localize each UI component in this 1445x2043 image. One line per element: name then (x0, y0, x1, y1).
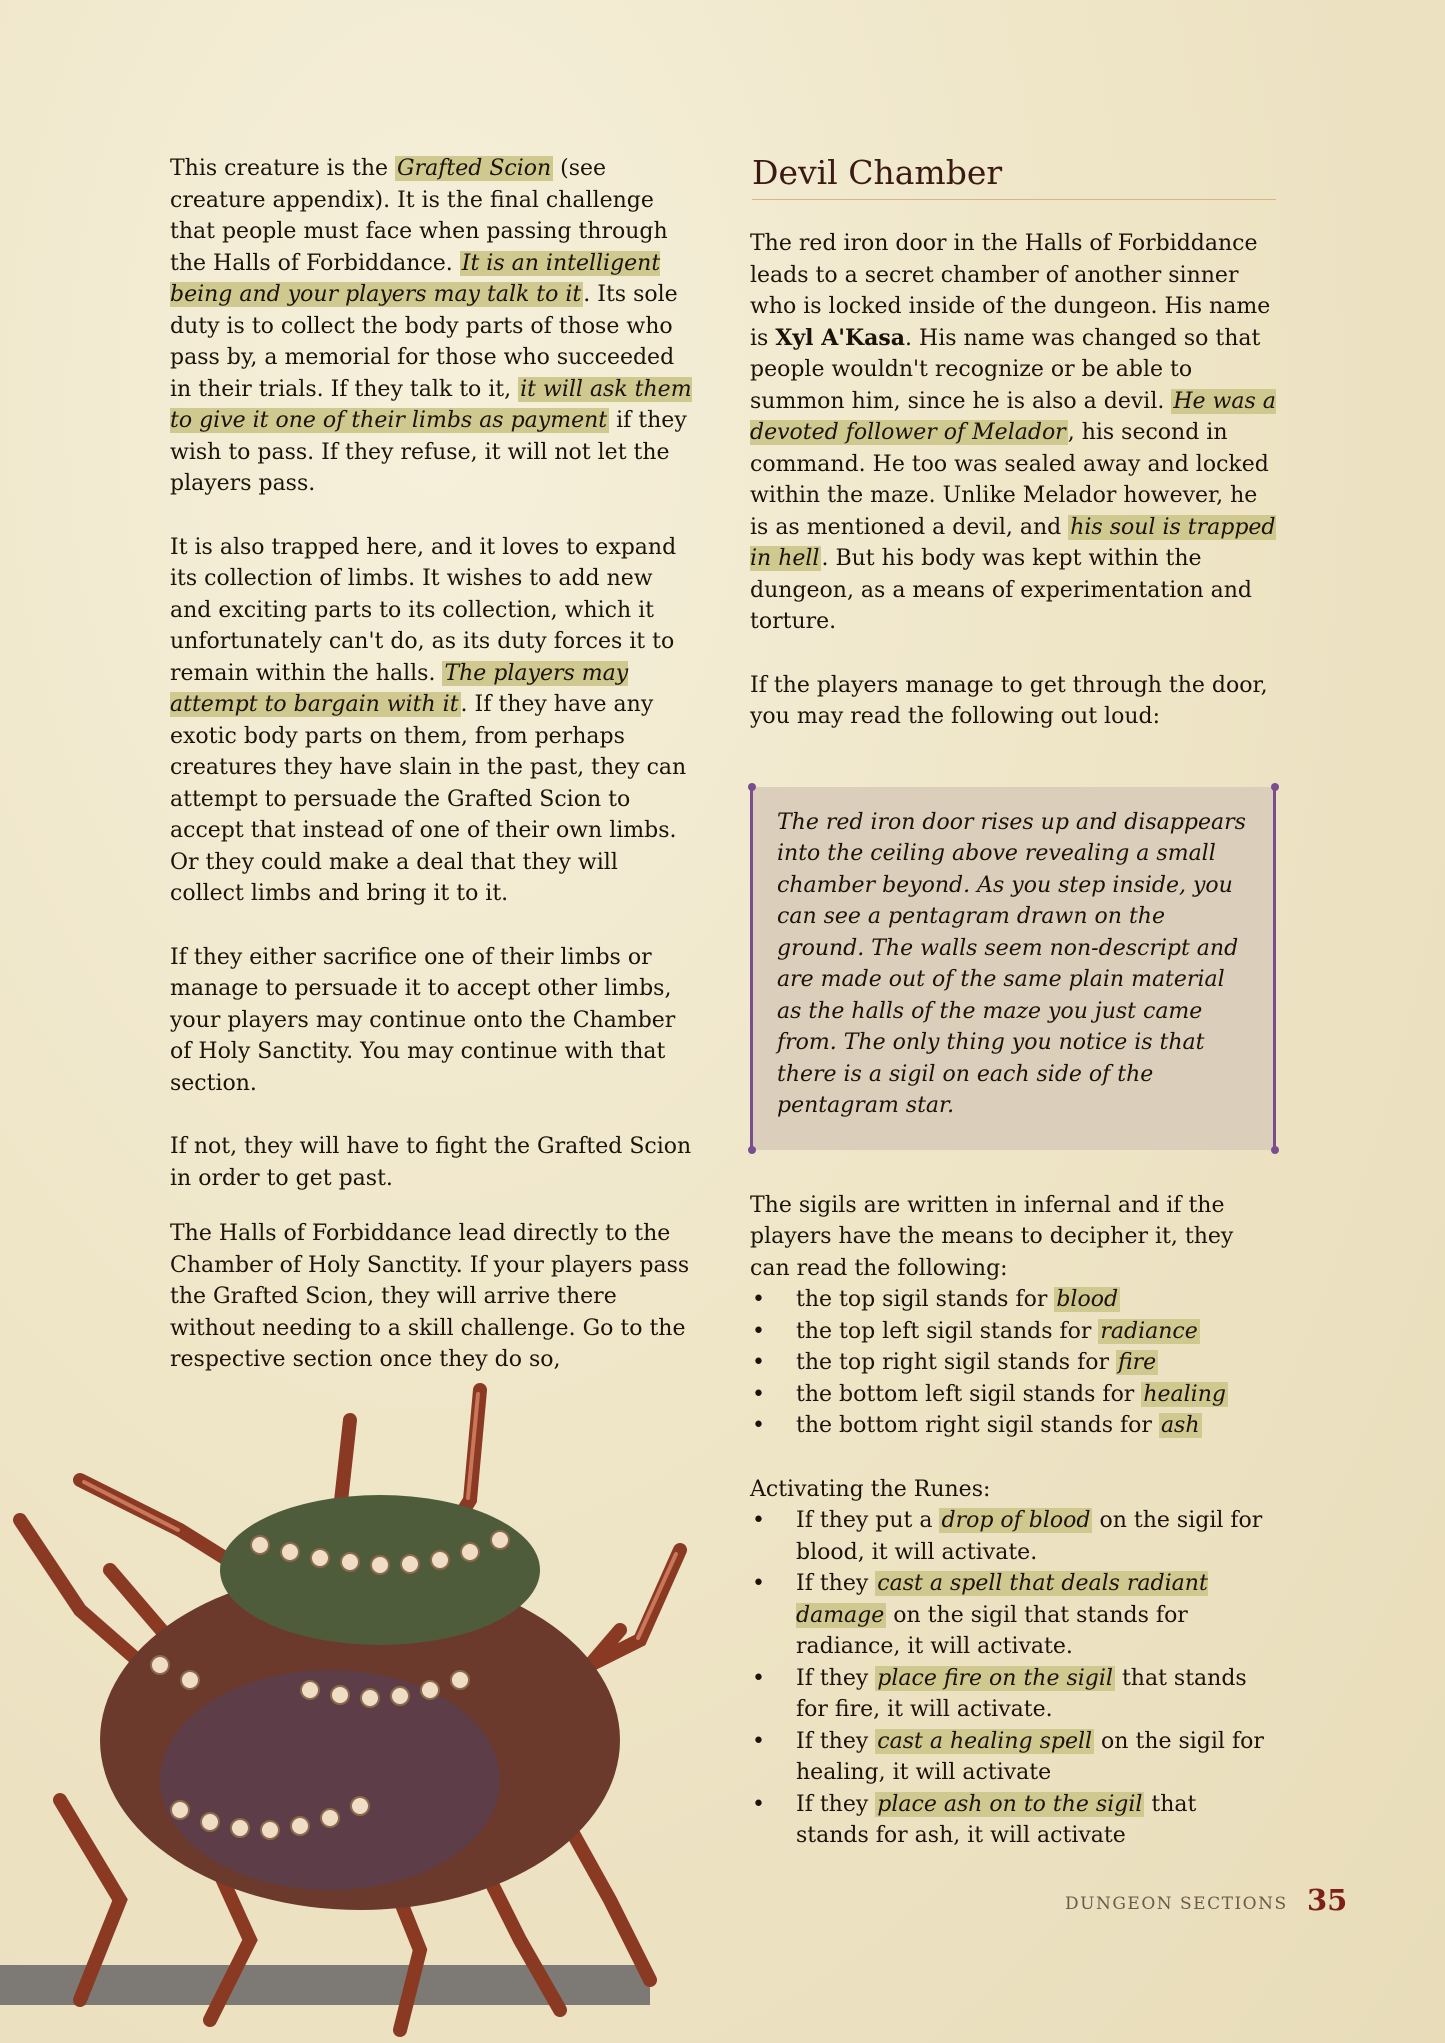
list-item (750, 1410, 1276, 1442)
text-run: the bottom left sigil stands for (796, 1381, 1142, 1407)
corner-dot (748, 783, 756, 791)
highlight-action: cast a spell that deals radiant damage (796, 1571, 1208, 1628)
highlight-sigil-word: blood (1056, 1287, 1119, 1312)
text-run: The red iron door in the Halls of Forbiddance leads to a secret chamber of another sinner who is locked inside of the dungeon. His name is (750, 231, 1271, 351)
text-run: If they (796, 1571, 876, 1596)
text-run: (see creature appendix). It is the final challenge that people must face when passing through the Halls of Forbiddance. (170, 156, 668, 276)
paragraph-halls-lead: The Halls of Forbiddance lead directly to the Chamber of Holy Sanctity. If your players pass the Grafted Scion, they will arrive there without needing to a skill challenge. Go to the respective section once they do so, (170, 1221, 690, 1372)
list-item (750, 1505, 1276, 1568)
text-run: on the sigil for blood, it will activate. (796, 1508, 1263, 1565)
corner-dot (1271, 783, 1279, 791)
text-run: If they put a (796, 1508, 940, 1533)
highlight-sigil-word: ash (1160, 1413, 1200, 1438)
highlight-soul-trapped: his soul is trapped in hell (750, 514, 1276, 571)
text-run: If they (796, 1728, 876, 1754)
sigil-list (750, 1284, 1276, 1442)
list-item (750, 1789, 1276, 1852)
highlight-action: drop of blood (941, 1508, 1091, 1533)
text-run: on the sigil that stands for radiance, it will activate. (796, 1602, 1188, 1659)
list-item (750, 1663, 1276, 1726)
text-run: . If they have any exotic body parts on them, from perhaps creatures they have slain in the past, they can attempt to persuade the Grafted Scion to accept that instead of one of their own limbs. Or they could make a deal that they will collect limbs and bring it to it. (170, 692, 687, 906)
text-run: This creature is the (170, 156, 396, 181)
text-run: that stands for ash, it will activate (796, 1791, 1197, 1848)
text-run: . His name was changed so that people wouldn't recognize or be able to summon him, since he is also a devil. (750, 325, 1261, 414)
highlight-action: place fire on the sigil (877, 1665, 1113, 1691)
list-item (750, 1284, 1276, 1316)
list-item (750, 1316, 1276, 1348)
left-column (170, 153, 696, 1408)
paragraph-sigils-intro: The sigils are written in infernal and if the players have the means to decipher it, they can read the following: (750, 1192, 1234, 1281)
lower-body (160, 1670, 500, 1890)
list-item (750, 1726, 1276, 1789)
highlight-action: cast a healing spell (877, 1728, 1093, 1754)
section-heading-devil-chamber: Devil Chamber (752, 153, 1276, 200)
runes-label: Activating the Runes: (750, 1476, 991, 1502)
grafted-scion-illustration (0, 1380, 740, 2043)
text-run: . But his body was kept within the dungeon, as a means of experimentation and torture. (750, 546, 1253, 634)
highlight-grafted-scion: Grafted Scion (397, 156, 552, 181)
text-run: , his second in command. He too was sealed away and locked within the maze. Unlike Melador however, he is as mentioned a devil, and (750, 420, 1269, 540)
corner-dot (1271, 1146, 1279, 1154)
highlight-follower: He was a devoted follower of Melador (750, 388, 1276, 445)
text-run: the top left sigil stands for (796, 1318, 1099, 1344)
text-run: if they wish to pass. If they refuse, it will not let the players pass. (170, 408, 687, 496)
text-run: the bottom right sigil stands for (796, 1413, 1159, 1438)
page-number: 35 (1307, 1883, 1348, 1917)
read-aloud-box (750, 787, 1276, 1150)
list-item (750, 1568, 1276, 1663)
text-run: on the sigil for healing, it will activate (796, 1728, 1264, 1785)
text-run: It is also trapped here, and it loves to expand its collection of limbs. It wishes to add new and exciting parts to its collection, which it unfortunately can't do, as its duty forces it to remain within the halls. (170, 534, 677, 686)
paragraph-fight: If not, they will have to fight the Grafted Scion in order to get past. (170, 1134, 692, 1191)
highlight-bargain: The players may attempt to bargain with it (170, 660, 629, 717)
paragraph-trapped (170, 532, 696, 910)
text-run: that stands for fire, it will activate. (796, 1665, 1247, 1722)
corner-dot (748, 1146, 756, 1154)
text-run: the top sigil stands for (796, 1287, 1055, 1312)
bold-name-xyl-akasa: Xyl A'Kasa (775, 324, 906, 351)
text-run: If they (796, 1791, 876, 1817)
paragraph-read-out-loud: If the players manage to get through the door, you may read the following out loud: (750, 672, 1268, 729)
text-run: If they (796, 1665, 876, 1691)
highlight-sigil-word: radiance (1100, 1318, 1198, 1344)
text-run: the top right sigil stands for (796, 1350, 1116, 1375)
highlight-action: place ash on to the sigil (877, 1791, 1143, 1817)
highlight-limb-payment: it will ask them to give it one of their limbs as payment (170, 376, 692, 433)
highlight-sigil-word: healing (1143, 1381, 1226, 1407)
paragraph-sacrifice: If they either sacrifice one of their limbs or manage to persuade it to accept other limbs, your players may continue onto the Chamber of Holy Sanctity. You may continue with that section. (170, 944, 676, 1096)
text-run: . Its sole duty is to collect the body parts of those who pass by, a memorial for those who succeeded in their trials. If they talk to it, (170, 282, 678, 402)
paragraph-grafted-scion (170, 153, 696, 500)
right-column (750, 153, 1276, 1884)
footer-section-label: DUNGEON SECTIONS (1065, 1894, 1288, 1914)
rune-list (750, 1505, 1276, 1852)
read-aloud-text: The red iron door rises up and disappears into the ceiling above revealing a small chamber beyond. As you step inside, you can see a pentagram drawn on the ground. The walls seem non-descript and are made out of the same plain material as the halls of the maze you just came from. The only thing you notice is that there is a sigil on each side of the pentagram star. (777, 809, 1246, 1118)
highlight-intelligent-being: It is an intelligent being and your players may talk to it (170, 250, 661, 307)
list-item (750, 1379, 1276, 1411)
highlight-sigil-word: fire (1117, 1350, 1157, 1375)
list-item (750, 1347, 1276, 1379)
paragraph-red-iron-door (750, 228, 1276, 638)
